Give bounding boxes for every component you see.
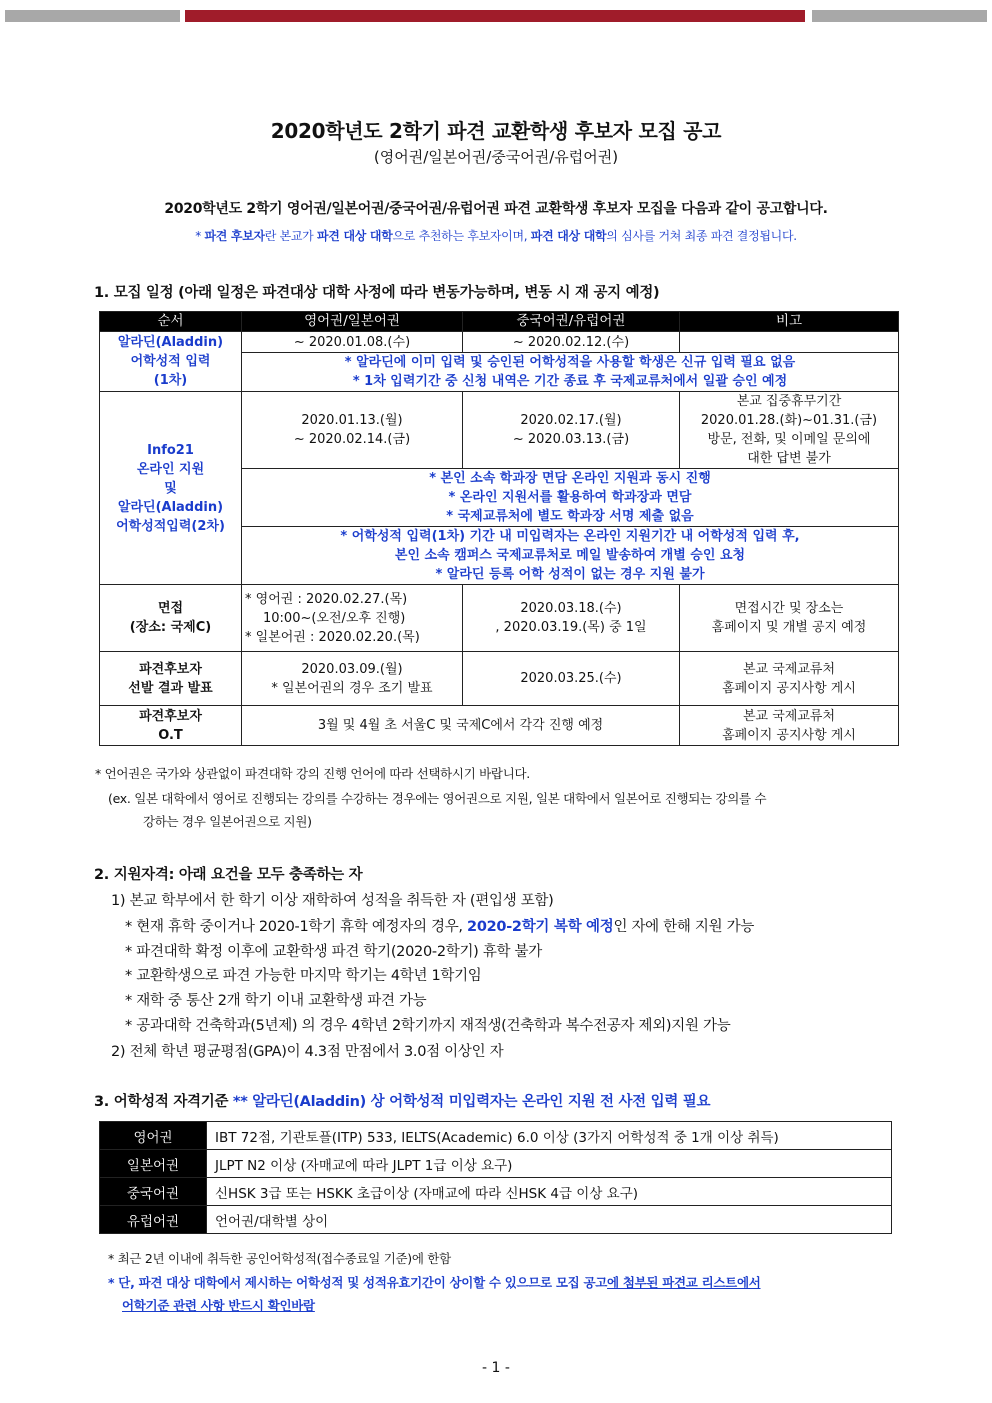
- schedule-row-results: [100, 652, 899, 706]
- col-header: 중국어권/유럽어권: [463, 312, 680, 332]
- requirement-2: 2) 전체 학년 평균평점(GPA)이 4.3점 만점에서 3.0점 이상인 자: [111, 1044, 504, 1060]
- lang-key: 영어권: [100, 1122, 207, 1150]
- cell-date: 3월 및 4월 초 서울C 및 국제C에서 각각 진행 예정: [242, 706, 680, 746]
- lang-value: IBT 72점, 기관토플(ITP) 533, IELTS(Academic) 6.0 이상 (3가지 어학성적 중 1개 이상 취득): [207, 1122, 892, 1150]
- schedule-header-row: [100, 312, 899, 332]
- cell-remark: 면접시간 및 장소는 홈페이지 및 개별 공지 예정: [680, 585, 899, 652]
- section3-heading: 3. 어학성적 자격기준 ** 알라딘(Aladdin) 상 어학성적 미입력자는 온라인 지원 전 사전 입력 필요: [94, 1094, 711, 1110]
- header-bar-right: [812, 10, 987, 22]
- cell-date: * 영어권 : 2020.02.27.(목) 10:00~(오전/오후 진행) * 일본어권 : 2020.02.20.(목): [242, 585, 463, 652]
- page-number: - 1 -: [482, 1360, 510, 1376]
- cell-remark: 본교 국제교류처 홈페이지 공지사항 게시: [680, 706, 899, 746]
- cell-date: ~ 2020.01.08.(수): [242, 332, 463, 353]
- requirement-1-sub: * 현재 휴학 중이거나 2020-1학기 휴학 예정자의 경우, 2020-2학기 복학 예정인 자에 한해 지원 가능: [125, 919, 755, 935]
- schedule-row-aladdin1: [100, 332, 899, 353]
- language-criteria-table: [99, 1121, 892, 1234]
- cell-notes: * 본인 소속 학과장 면담 온라인 지원과 동시 진행 * 온라인 지원서를 활용하여 학과장과 면담 * 국제교류처에 별도 학과장 서명 제출 없음: [242, 469, 899, 527]
- requirement-1-sub: * 교환학생으로 파견 가능한 마지막 학기는 4학년 1학기임: [125, 968, 482, 984]
- section2-heading: 2. 지원자격: 아래 요건을 모두 충족하는 자: [94, 867, 363, 883]
- schedule-table: [99, 311, 899, 746]
- row-label-ot: 파견후보자 O.T: [100, 706, 242, 746]
- criteria-note-2-cont: 어학기준 관련 사항 반드시 확인바람: [122, 1298, 315, 1313]
- cell-remark: 본교 집중휴무기간 2020.01.28.(화)~01.31.(금) 방문, 전화, 및 이메일 문의에 대한 답변 불가: [680, 392, 899, 469]
- header-bar-center: [185, 10, 805, 22]
- cell-date: 2020.03.25.(수): [463, 652, 680, 706]
- lang-footnote-example: (ex. 일본 대학에서 영어로 진행되는 강의를 수강하는 경우에는 영어권으로 지원, 일본 대학에서 일본어로 진행되는 강의를 수: [108, 791, 767, 806]
- lang-value: JLPT N2 이상 (자매교에 따라 JLPT 1급 이상 요구): [207, 1150, 892, 1178]
- requirement-1-sub: * 재학 중 통산 2개 학기 이내 교환학생 파견 가능: [125, 993, 427, 1009]
- cell-date: 2020.01.13.(월) ~ 2020.02.14.(금): [242, 392, 463, 469]
- requirement-1: 1) 본교 학부에서 한 학기 이상 재학하여 성적을 취득한 자 (편입생 포함): [111, 893, 554, 909]
- lang-row: [100, 1122, 892, 1150]
- intro-note: * 파견 후보자란 본교가 파견 대상 대학으로 추천하는 후보자이며, 파견 대상 대학의 심사를 거쳐 최종 파견 결정됩니다.: [195, 229, 797, 243]
- cell-date: 2020.02.17.(월) ~ 2020.03.13.(금): [463, 392, 680, 469]
- col-header: 순서: [100, 312, 242, 332]
- lang-key: 일본어권: [100, 1150, 207, 1178]
- requirement-1-sub: * 파견대학 확정 이후에 교환학생 파견 학기(2020-2학기) 휴학 불가: [125, 944, 542, 960]
- col-header: 비고: [680, 312, 899, 332]
- lang-footnote: * 언어권은 국가와 상관없이 파견대학 강의 진행 언어에 따라 선택하시기 바랍니다.: [95, 766, 530, 781]
- cell-date: 2020.03.09.(월) * 일본어권의 경우 조기 발표: [242, 652, 463, 706]
- row-label-info21: Info21 온라인 지원 및 알라딘(Aladdin) 어학성적입력(2차): [100, 392, 242, 585]
- cell-empty: [680, 332, 899, 353]
- lang-value: 신HSK 3급 또는 HSKK 초급이상 (자매교에 따라 신HSK 4급 이상 요구): [207, 1178, 892, 1206]
- row-label-interview: 면접 (장소: 국제C): [100, 585, 242, 652]
- lang-value: 언어권/대학별 상이: [207, 1206, 892, 1234]
- lang-footnote-example-cont: 강하는 경우 일본어권으로 지원): [143, 814, 312, 829]
- lang-key: 중국어권: [100, 1178, 207, 1206]
- criteria-note-2: * 단, 파견 대상 대학에서 제시하는 어학성적 및 성적유효기간이 상이할 수 있으므로 모집 공고에 첨부된 파견교 리스트에서: [108, 1275, 761, 1290]
- lang-row: [100, 1150, 892, 1178]
- schedule-row-ot: [100, 706, 899, 746]
- page-title: 2020학년도 2학기 파견 교환학생 후보자 모집 공고: [270, 119, 722, 143]
- intro-text: 2020학년도 2학기 영어권/일본어권/중국어권/유럽어권 파견 교환학생 후보자 모집을 다음과 같이 공고합니다.: [164, 201, 828, 217]
- cell-date: 2020.03.18.(수) , 2020.03.19.(목) 중 1일: [463, 585, 680, 652]
- header-bar-left: [5, 10, 180, 22]
- cell-remark: 본교 국제교류처 홈페이지 공지사항 게시: [680, 652, 899, 706]
- schedule-row-interview: [100, 585, 899, 652]
- page-subtitle: (영어권/일본어권/중국어권/유럽어권): [373, 148, 619, 166]
- lang-row: [100, 1206, 892, 1234]
- lang-key: 유럽어권: [100, 1206, 207, 1234]
- col-header: 영어권/일본어권: [242, 312, 463, 332]
- schedule-row-info21: [100, 392, 899, 469]
- lang-row: [100, 1178, 892, 1206]
- cell-date: ~ 2020.02.12.(수): [463, 332, 680, 353]
- row-label-results: 파견후보자 선발 결과 발표: [100, 652, 242, 706]
- requirement-1-sub: * 공과대학 건축학과(5년제) 의 경우 4학년 2학기까지 재적생(건축학과 복수전공자 제외)지원 가능: [125, 1018, 731, 1034]
- row-label-aladdin1: 알라딘(Aladdin) 어학성적 입력 (1차): [100, 332, 242, 392]
- section1-heading: 1. 모집 일정 (아래 일정은 파견대상 대학 사정에 따라 변동가능하며, 변동 시 재 공지 예정): [94, 285, 660, 301]
- cell-notes: * 알라딘에 이미 입력 및 승인된 어학성적을 사용할 학생은 신규 입력 필요 없음 * 1차 입력기간 중 신청 내역은 기간 종료 후 국제교류처에서 일괄 승인 예정: [242, 353, 899, 392]
- cell-notes: * 어학성적 입력(1차) 기간 내 미입력자는 온라인 지원기간 내 어학성적 입력 후, 본인 소속 캠퍼스 국제교류처로 메일 발송하여 개별 승인 요청 * 알라딘 등록 어학 성적이 없는 경우 지원 불가: [242, 527, 899, 585]
- criteria-note-1: * 최근 2년 이내에 취득한 공인어학성적(접수종료일 기준)에 한함: [108, 1251, 451, 1266]
